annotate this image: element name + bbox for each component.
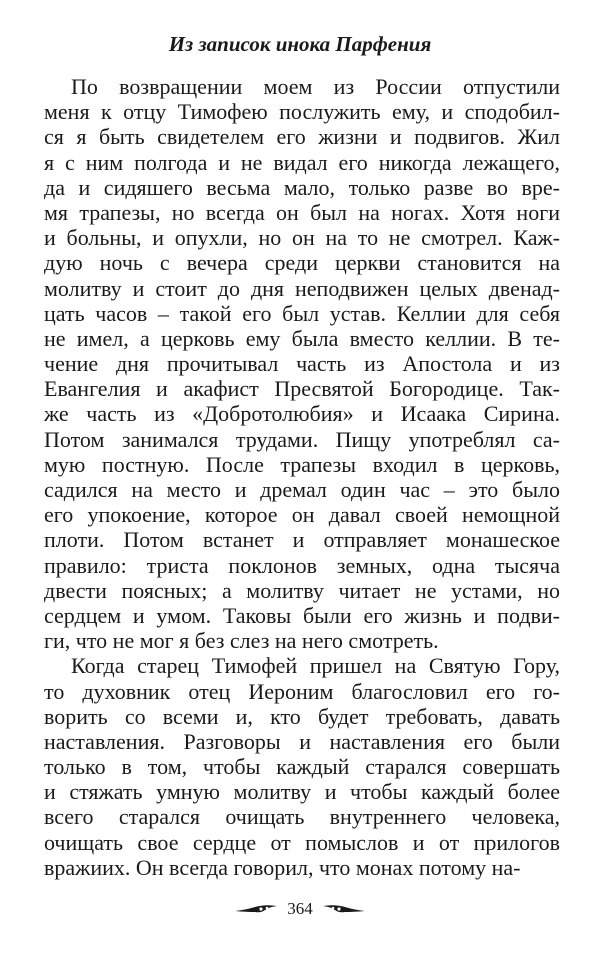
text-line: плоти. Потом встанет и отправляет монашеское xyxy=(44,527,560,553)
text-line: мя трапезы, но всегда он был на ногах. Хотя ноги xyxy=(44,199,560,225)
text-line: По возвращении моем из России отпустили xyxy=(71,74,560,99)
running-header: Из записок инока Парфения xyxy=(168,32,432,56)
text-line: всего старался очищать внутреннего человека, xyxy=(44,804,560,830)
text-line: садился на место и дремал один час – это было xyxy=(44,477,560,502)
paragraph xyxy=(44,653,560,880)
text-line: не имел, а церковь ему была вместо келлии. В те- xyxy=(44,325,560,351)
text-line: только в том, чтобы каждый старался совершать xyxy=(44,754,560,780)
text-line: да и сидяшего весьма мало, только разве во вре- xyxy=(44,174,560,200)
text-line: и больны, и опухли, но он на то не смотрел. Каж- xyxy=(44,225,560,251)
page-number: 364 xyxy=(287,899,313,918)
text-line: вражиих. Он всегда говорил, что монах потому на- xyxy=(44,854,521,880)
right-ornament-icon xyxy=(321,903,365,915)
left-ornament-icon xyxy=(235,903,279,915)
text-line: мую постную. После трапезы входил в церковь, xyxy=(44,451,560,477)
text-line: цать часов – такой его был устав. Келлии для себя xyxy=(44,300,560,326)
text-line: ги, что не мог я без слез на него смотреть. xyxy=(44,628,439,654)
text-line: дую ночь с вечера среди церкви становится на xyxy=(44,250,560,276)
text-line: и стяжать умную молитву и чтобы каждый более xyxy=(44,779,560,805)
text-line: меня к отцу Тимофею послужить ему, и сподобил- xyxy=(44,99,560,125)
text-line: ворить со всеми и, кто будет требовать, давать xyxy=(44,703,560,729)
page-footer xyxy=(0,899,600,919)
text-line: двести поясных; а молитву читает не устами, но xyxy=(44,577,560,603)
paragraph xyxy=(44,74,560,653)
text-line: я с ним полгода и не видал его никогда лежащего, xyxy=(44,149,560,175)
text-line: очищать свое сердце от помыслов и от прилогов xyxy=(44,829,560,855)
text-line: молитву и стоит до дня неподвижен целых двенад- xyxy=(44,275,560,301)
text-line: чение дня прочитывал часть из Апостола и из xyxy=(44,351,560,377)
text-line: наставления. Разговоры и наставления его были xyxy=(44,728,560,754)
text-line: Когда старец Тимофей пришел на Святую Гору, xyxy=(71,653,560,679)
text-line: то духовник отец Иероним благословил его го- xyxy=(44,678,560,704)
text-line: Евангелия и акафист Пресвятой Богородице. Так- xyxy=(44,376,560,402)
page-body xyxy=(44,74,560,880)
text-line: ся я быть свидетелем его жизни и подвигов. Жил xyxy=(44,124,560,150)
text-line: сердцем и умом. Таковы были его жизнь и подви- xyxy=(44,602,560,628)
text-line: его упокоение, которое он давал своей немощной xyxy=(44,502,560,528)
text-line: же часть из «Добротолюбия» и Исаака Сирина. xyxy=(44,401,560,427)
text-line: Потом занимался трудами. Пищу употреблял са- xyxy=(44,426,560,452)
text-line: правило: триста поклонов земных, одна тысяча xyxy=(44,552,560,578)
